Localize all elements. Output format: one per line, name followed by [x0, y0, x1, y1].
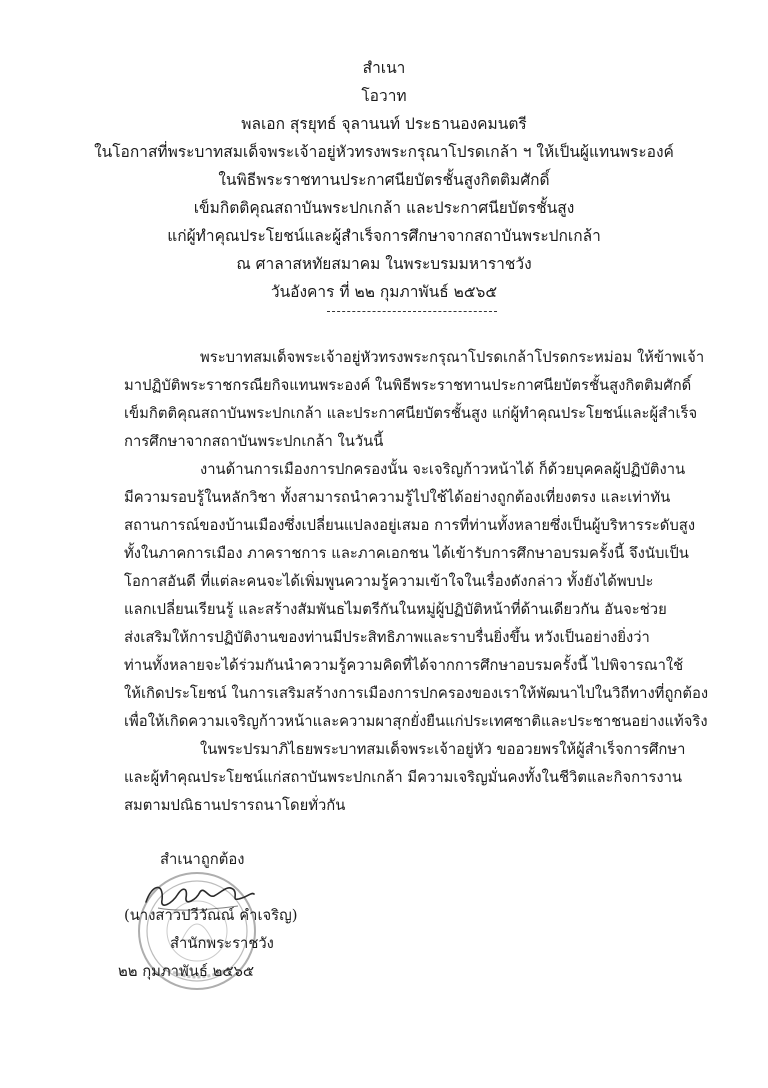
paragraph-line: ท่านทั้งหลายจะได้ร่วมกันนำความรู้ความคิดที่ได้จากการศึกษาอบรมครั้งนี้ ไปพิจารณาใช้ [124, 657, 684, 674]
paragraph-line: มีความรอบรู้ในหลักวิชา ทั้งสามารถนำความรู้ไปใช้ได้อย่างถูกต้องเที่ยงตรง และเท่าทัน [124, 489, 671, 506]
paragraph-line: เพื่อให้เกิดความเจริญก้าวหน้าและความผาสุกยั่งยืนแก่ประเทศชาติและประชาชนอย่างแท้จริง [124, 713, 708, 730]
speech-body [124, 344, 709, 820]
paragraph-line: สมตามปณิธานปรารถนาโดยทั่วกัน [124, 797, 346, 814]
signer-name: (นางสาวปวีวัณณ์ คำเจริญ) [124, 907, 298, 924]
certification-date: ๒๒ กุมภาพันธ์ ๒๕๖๕ [118, 963, 255, 980]
header-recipients: แก่ผู้ทำคุณประโยชน์และผู้สำเร็จการศึกษาจากสถาบันพระปกเกล้า [167, 227, 601, 245]
header-venue: ณ ศาลาสหทัยสมาคม ในพระบรมมหาราชวัง [236, 255, 532, 273]
paragraph-line: สถานการณ์ของบ้านเมืองซึ่งเปลี่ยนแปลงอยู่เสมอ การที่ท่านทั้งหลายซึ่งเป็นผู้บริหารระดับสูง [124, 517, 696, 534]
paragraph-line: ในพระปรมาภิไธยพระบาทสมเด็จพระเจ้าอยู่หัว ขออวยพรให้ผู้สำเร็จการศึกษา [200, 741, 686, 758]
signer-office: สำนักพระราชวัง [170, 935, 274, 952]
certified-copy-label: สำเนาถูกต้อง [160, 851, 245, 868]
paragraph-line: การศึกษาจากสถาบันพระปกเกล้า ในวันนี้ [124, 433, 384, 450]
paragraph-line: พระบาทสมเด็จพระเจ้าอยู่หัวทรงพระกรุณาโปรดเกล้าโปรดกระหม่อม ให้ข้าพเจ้า [200, 349, 705, 366]
paragraph-line: แลกเปลี่ยนเรียนรู้ และสร้างสัมพันธไมตรีกันในหมู่ผู้ปฏิบัติหน้าที่ด้านเดียวกัน อันจะช่วย [124, 601, 667, 618]
paragraph-line: ส่งเสริมให้การปฏิบัติงานของท่านมีประสิทธิภาพและราบรื่นยิ่งขึ้น หวังเป็นอย่างยิ่งว่า [124, 629, 650, 646]
paragraph-line: มาปฏิบัติพระราชกรณียกิจแทนพระองค์ ในพิธีพระราชทานประกาศนียบัตรชั้นสูงกิตติมศักดิ์ [124, 377, 692, 394]
paragraph-1 [124, 344, 705, 456]
paragraph-line: เข็มกิตติคุณสถาบันพระปกเกล้า และประกาศนียบัตรชั้นสูง แก่ผู้ทำคุณประโยชน์และผู้สำเร็จ [124, 405, 698, 422]
header-date: วันอังคาร ที่ ๒๒ กุมภาพันธ์ ๒๕๖๕ [270, 283, 498, 301]
paragraph-3 [124, 736, 686, 820]
paragraph-line: ทั้งในภาคการเมือง ภาคราชการ และภาคเอกชน ได้เข้ารับการศึกษาอบรมครั้งนี้ จึงนับเป็น [124, 545, 689, 562]
header-copy-label: สำเนา [362, 59, 406, 77]
header-divider [327, 311, 497, 312]
header-speaker: พลเอก สุรยุทธ์ จุลานนท์ ประธานองคมนตรี [241, 115, 527, 133]
paragraph-line: ให้เกิดประโยชน์ ในการเสริมสร้างการเมืองการปกครองของเราให้พัฒนาไปในวิถีทางที่ถูกต้อง [124, 685, 709, 702]
header-title: โอวาท [361, 87, 407, 105]
document-header [0, 54, 768, 306]
header-award: เข็มกิตติคุณสถาบันพระปกเกล้า และประกาศนียบัตรชั้นสูง [193, 199, 575, 217]
header-occasion: ในโอกาสที่พระบาทสมเด็จพระเจ้าอยู่หัวทรงพระกรุณาโปรดเกล้า ฯ ให้เป็นผู้แทนพระองค์ [94, 143, 674, 161]
paragraph-line: และผู้ทำคุณประโยชน์แก่สถาบันพระปกเกล้า มีความเจริญมั่นคงทั้งในชีวิตและกิจการงาน [124, 769, 682, 786]
paragraph-line: โอกาสอันดี ที่แต่ละคนจะได้เพิ่มพูนความรู้ความเข้าใจในเรื่องดังกล่าว ทั้งยังได้พบปะ [124, 573, 654, 590]
paragraph-line: งานด้านการเมืองการปกครองนั้น จะเจริญก้าวหน้าได้ ก็ด้วยบุคคลผู้ปฏิบัติงาน [200, 461, 686, 478]
paragraph-2 [124, 456, 709, 736]
header-ceremony: ในพิธีพระราชทานประกาศนียบัตรชั้นสูงกิตติมศักดิ์ [218, 171, 550, 189]
